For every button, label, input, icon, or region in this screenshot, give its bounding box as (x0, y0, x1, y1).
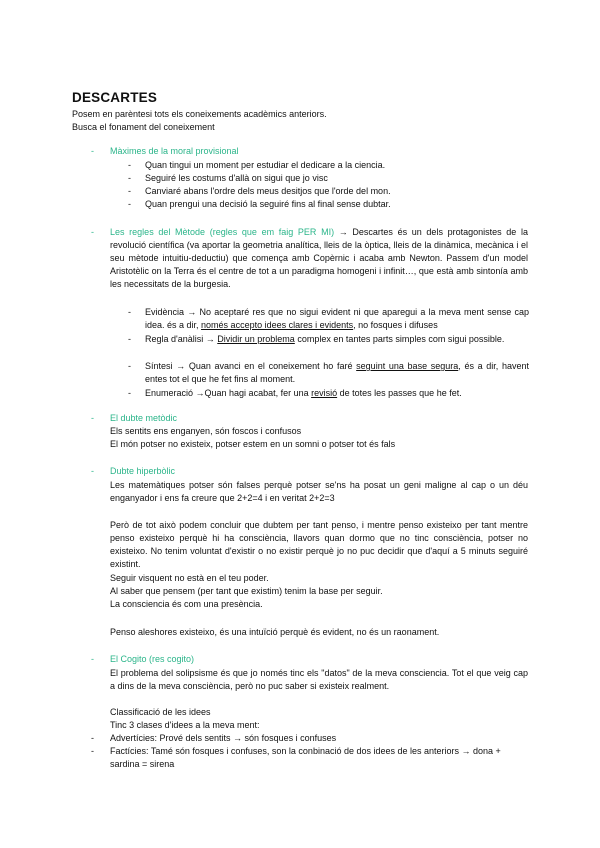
list-item-text: Canviaré abans l'ordre dels meus desitjos que l'orde del mon. (145, 186, 391, 196)
underlined-text: només accepto idees clares i evidents (201, 320, 354, 330)
list-item-text: Quan prengui una decisió la seguiré fins al final sense dubtar. (145, 199, 391, 209)
dash-bullet: - (128, 186, 131, 196)
body-line: Classificació de les idees (110, 707, 211, 717)
dash-bullet: - (128, 160, 131, 170)
section-body (110, 572, 528, 611)
text-run: , és a dir, havent entes tot el que he fet fins al moment. (145, 361, 529, 384)
list-item-text (145, 387, 529, 400)
section-heading: Les regles del Mètode (regles que em faig PER MI) (110, 227, 335, 237)
list-item-text: Seguiré les costums d'allà on sigui que jo visc (145, 173, 328, 183)
intro-line: Busca el fonament del coneixement (72, 122, 215, 132)
text-run: , no fosques i difuses (353, 320, 438, 330)
dash-bullet: - (91, 413, 94, 423)
body-line: El món potser no existeix, potser estem en un somni o potser tot és fals (110, 439, 396, 449)
body-line: Seguir visquent no està en el teu poder. (110, 573, 269, 583)
dash-bullet: - (128, 388, 131, 398)
list-item-text: Quan tingui un moment per estudiar el dedicare a la ciencia. (145, 160, 386, 170)
text-run: Regla d'anàlisi → (145, 334, 218, 344)
dash-bullet: - (128, 361, 131, 371)
section-heading: El dubte metòdic (110, 413, 178, 423)
text-run: Enumeració →Quan hagi acabat, fer una (145, 388, 312, 398)
section-body (110, 706, 528, 732)
body-line: Al saber que pensem (per tant que existim) tenim la base per seguir. (110, 586, 383, 596)
page-title: DESCARTES (72, 90, 158, 105)
list-item-text: Advertícies: Prové dels sentits → són fosques i confuses (110, 733, 337, 743)
section-body (110, 425, 528, 451)
underlined-text: Dividir un problema (217, 334, 295, 344)
section-paragraph (110, 226, 528, 291)
section-heading: Màximes de la moral provisional (110, 146, 239, 156)
body-line: Tinc 3 clases d'idees a la meva ment: (110, 720, 260, 730)
text-run: de totes les passes que he fet. (337, 388, 462, 398)
section-heading: Dubte hiperbòlic (110, 466, 176, 476)
intro-line: Posem en parèntesi tots els coneixements acadèmics anteriors. (72, 109, 327, 119)
dash-bullet: - (91, 733, 94, 743)
section-paragraph: Però de tot això podem concluir que dubtem per tant penso, i mentre penso existeixo per tant mentre penso existeixo perquè hi ha consciència, llavors quan dormo que no tinc consciència, potser no existeixo. No tenim voluntat d'existir o no existir perquè jo no puc decidir que d'aquí a 5 minuts seguiré existint. (110, 520, 528, 569)
dash-bullet: - (91, 746, 94, 756)
dash-bullet: - (128, 173, 131, 183)
list-item-text (145, 360, 529, 386)
underlined-text: seguint una base segura (356, 361, 459, 371)
body-line: La consciencia és com una presència. (110, 599, 263, 609)
body-line: Els sentits ens enganyen, són foscos i confusos (110, 426, 302, 436)
dash-bullet: - (91, 466, 94, 476)
section-paragraph: Les matemàtiques potser són falses perquè potser se'ns ha posat un geni maligne al cap o un déu enganyador i ens fa creure que 2+2=4 i en veritat 2+2=3 (110, 480, 528, 503)
dash-bullet: - (128, 334, 131, 344)
text-run: complex en tantes parts simples com sigui possible. (294, 334, 505, 344)
underlined-text: revisió (311, 388, 338, 398)
dash-bullet: - (91, 146, 94, 156)
section-heading: El Cogito (res cogito) (110, 654, 195, 664)
list-item-text: Factícies: Tamé són fosques i confuses, son la conbinació de dos idees de les anteriors → dona + sardina = sirena (110, 746, 501, 769)
section-paragraph: El problema del solipsisme és que jo només tinc els "datos" de la meva consciencia. Tot el que veig cap a dins de la meva consciència, però no puc saber si existeix realment. (110, 668, 528, 691)
dash-bullet: - (128, 199, 131, 209)
dash-bullet: - (91, 654, 94, 664)
dash-bullet: - (128, 307, 131, 317)
section-paragraph-text: → Descartes és un dels protagonistes de la revolució científica (va aportar la geometria analítica, lleis de la òptica, lleis de la dinàmica, mecànica i el seu mètode intuitiu-deductiu) que comença amb Copèrnic i acaba amb Newton. Passem d'un model Aristotèlic on la Terra és el centre de tot a un paradigma homogeni i infinit…, que està amb sintonía amb les necessitats de la burgesia. (110, 227, 528, 289)
list-item-text (145, 306, 529, 332)
list-item-text (145, 333, 529, 346)
text-run: Síntesi → Quan avanci en el coneixement ho faré (145, 361, 357, 371)
text-run: Evidència → No aceptaré res que no sigui evident ni que aparegui a la meva ment sense cap idea. és a dir, (145, 307, 529, 330)
section-paragraph: Penso aleshores existeixo, és una intuïció perquè és evident, no és un raonament. (110, 627, 440, 637)
intro (72, 108, 532, 134)
dash-bullet: - (91, 227, 94, 237)
